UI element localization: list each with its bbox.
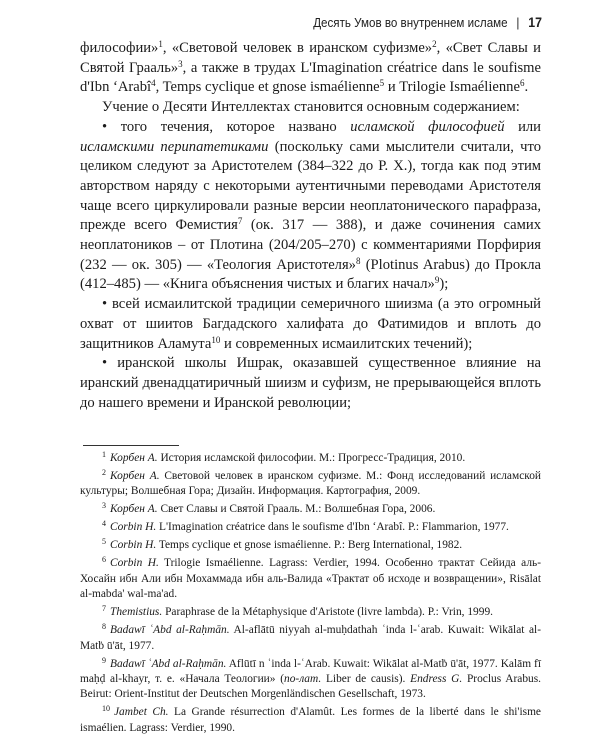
- footnotes: [80, 451, 541, 739]
- footnote: [80, 556, 541, 602]
- footnote-text: Aflūtī n ʿinda l-ʿArab. Kuwait: Wikālat al-Matḃ ū'āt, 1977. Kalām fī maḥḍ al-khayr, т. е. «Начала Теологии» (: [80, 657, 542, 686]
- footnote-ref: 10: [211, 334, 221, 345]
- footnote: [80, 451, 541, 466]
- footnote-text: Proclus Arabus. Beirut: Orient-Institut der Deutschen Morgenländischen Gesellschaft, 1973.: [80, 673, 542, 701]
- footnote-number: 6: [102, 555, 106, 565]
- paragraph-intro: Учение о Десяти Интеллектах становится основным содержанием:: [102, 99, 520, 116]
- text-run: );: [439, 276, 449, 293]
- footnote: [80, 502, 541, 517]
- text-run: , а также в трудах L'Imagination créatrice dans le soufisme d'Ibn ‘Arabî: [80, 59, 542, 96]
- text-run: , «Свет Славы и Святой Грааль»: [80, 40, 541, 76]
- footnote-author: Badawī ʿAbd al-Raḥmān.: [110, 657, 227, 670]
- footnote-number: 10: [102, 704, 110, 714]
- header-separator: |: [516, 14, 520, 30]
- footnote-text: Световой человек в иранском суфизме. М.: Фонд исследований исламской культуры; Волшебная Гора; Дизайн. Информация. Картография, 2009.: [80, 470, 541, 498]
- footnote-author: Badawī ʿAbd al-Raḥmān.: [110, 624, 230, 637]
- footnote-number: 1: [102, 450, 106, 459]
- text-run: и Trilogie Ismaélienne: [384, 79, 520, 96]
- footnote-number: 7: [102, 604, 106, 614]
- text-run: , «Световой человек в иранском суфизме»: [162, 40, 433, 56]
- footnote-ref: 2: [432, 39, 437, 49]
- footnote-ref: 5: [379, 78, 385, 89]
- text-run: (ок. 317 — 388), и даже сочинения самих неоплатоников – от Плотина (204/205–270) с комментариями Порфирия (232 — ок. 305) — «Теология Аристотеля»: [80, 217, 542, 273]
- bullet-item-ishraq: • иранской школы Ишрак, оказавшей существенное влияние на иранский двенадцатиричный шиизм и суфизм, не прерывающейся вплоть до нашего времени и Иранской революции;: [80, 355, 541, 411]
- text-run: и современных исмаилитских течений);: [220, 335, 473, 352]
- footnote-author: Jambet Ch.: [114, 706, 169, 719]
- footnote-text: Temps cyclique et gnose ismaélienne. P.: Berg International, 1982.: [156, 539, 463, 552]
- footnote-author: Corbin H.: [110, 539, 157, 552]
- footnote-text: Trilogie Ismaélienne. Lagrass: Verdier, 1994. Особенно трактат Сейида аль-Хосайн ибн Али ибн Мохаммада ибн аль-Валида «Трактат об исходе и возвращении», Risālat al-mabda' wal-ma'ad.: [80, 557, 541, 601]
- footnote-text: L'Imagination créatrice dans le soufisme d'Ibn ‘Arabî. P.: Flammarion, 1977.: [156, 521, 509, 534]
- footnote-author: Corbin H.: [110, 521, 157, 534]
- footnote-ref: 8: [355, 255, 361, 266]
- footnote-author: Endress G.: [410, 673, 463, 686]
- footnote: [80, 623, 541, 654]
- text-run: или: [504, 118, 541, 135]
- paragraph-continuation: [80, 39, 541, 98]
- footnote-separator: [83, 445, 179, 446]
- footnote-number: 5: [102, 537, 106, 547]
- footnote-ref: 4: [151, 78, 156, 89]
- text-run: • всей исмаилитской традиции семеричного шиизма (а это огромный охват от шиитов Багдадского халифата до Фатимидов и вплоть до защитников Аламута: [80, 296, 541, 352]
- footnote-text: Paraphrase de la Métaphysique d'Aristote (livre lambda). P.: Vrin, 1999.: [162, 606, 493, 619]
- text-run: • того течения, которое названо: [102, 118, 351, 135]
- footnote-ref: 1: [158, 39, 163, 49]
- italic-term: исламской философией: [350, 118, 505, 135]
- text-run: , Temps cyclique et gnose ismaélienne: [155, 79, 380, 96]
- footnote-italic: по-лат.: [284, 673, 322, 686]
- bullet-item-ismaili: [80, 295, 541, 354]
- footnote-text: Liber de causis).: [321, 673, 411, 686]
- text-run: философии»: [80, 40, 159, 56]
- footnote: [80, 657, 541, 703]
- footnote-ref: 6: [519, 78, 525, 89]
- footnote-number: 2: [102, 468, 106, 477]
- footnote-author: Корбен А.: [110, 470, 160, 482]
- main-text: [80, 39, 541, 413]
- footnote-ref: 3: [178, 58, 183, 69]
- footnote-text: Свет Славы и Святой Грааль. М.: Волшебная Гора, 2006.: [157, 503, 436, 516]
- footnote: [80, 605, 541, 620]
- footnote: [80, 520, 541, 535]
- italic-term: исламскими перипатетиками: [80, 138, 269, 155]
- running-header: [313, 14, 542, 30]
- footnote-author: Corbin H.: [110, 557, 159, 570]
- text-run: (Plotinus Arabus) до Прокла (412–485) — «Книга объяснения чистых и благих начал»: [80, 256, 541, 293]
- footnote-text: La Grande résurrection d'Alamût. Les formes de la liberté dans le shi'isme ismaélien. Lagrass: Verdier, 1990.: [80, 706, 541, 734]
- running-title: Десять Умов во внутреннем исламе: [313, 14, 508, 30]
- text-run: (поскольку сами мыслители считали, что целиком следуют за Аристотелем (384–322 до Р. Х.), тогда как под этим авторством наряду с некоторыми аутентичными переводами Аристотеля чаще всего циркулировали разные версии неоплатонического парафраза, прежде всего Фемистия: [80, 138, 542, 234]
- footnote-text: История исламской философии. М.: Прогресс-Традиция, 2010.: [157, 452, 466, 464]
- footnote-author: Корбен А.: [110, 503, 158, 516]
- text-run: .: [524, 79, 529, 96]
- footnote-ref: 9: [434, 275, 440, 286]
- bullet-item-philosophy: [80, 118, 541, 295]
- footnote-ref: 7: [237, 216, 243, 227]
- footnote: [80, 538, 541, 553]
- footnote: [80, 469, 541, 500]
- footnote-text: Al-aflātū niyyah al-muḥdathah ʿinda l-ʿarab. Kuwait: Wikālat al-Matḃ ū'āt, 1977.: [80, 624, 541, 652]
- page-number: 17: [528, 14, 542, 30]
- footnote: [80, 705, 541, 736]
- footnote-number: 3: [102, 501, 106, 511]
- footnote-number: 8: [102, 622, 106, 632]
- footnote-number: 4: [102, 519, 106, 529]
- footnote-author: Корбен А.: [110, 452, 158, 464]
- footnote-author: Themistius.: [110, 606, 163, 619]
- footnote-number: 9: [102, 655, 106, 665]
